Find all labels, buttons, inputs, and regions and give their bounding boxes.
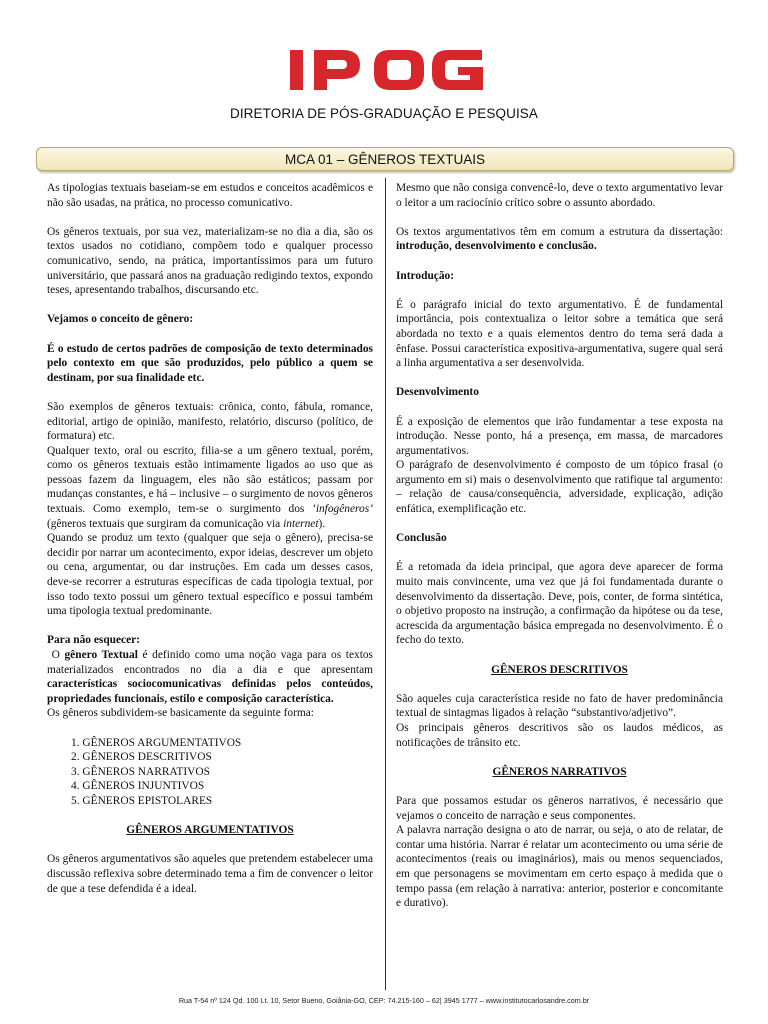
list-item: 5. GÊNEROS EPISTOLARES [71, 794, 213, 807]
paragraph: O parágrafo de desenvolvimento é composto de um tópico frasal (o argumento em si) mais o desenvolvimento que ratifique tal argumento: – relação de causa/consequência, adversidade, explicação, adição enfática, exemplificação etc. [396, 459, 723, 516]
section-heading-narrativos: GÊNEROS NARRATIVOS [492, 765, 627, 778]
list-item: 3. GÊNEROS NARRATIVOS [71, 765, 210, 778]
ipog-logo [288, 48, 484, 92]
column-divider [385, 178, 386, 990]
paragraph [396, 225, 723, 254]
remember-heading: Para não esquecer: [47, 634, 140, 647]
paragraph: É a retomada da ideia principal, que agora deve aparecer de forma muito mais convincente, uma vez que já foi fundamentada durante o desenvolvimento da dissertação. Deve, pois, conter, de forma sintética, o objetivo proposto na instrução, a confirmação da hipótese ou da tese, acrescida da argumentação básica empregada no desenvolvimento. É o fecho do texto. [396, 561, 723, 647]
paragraph: Mesmo que não consiga convencê-lo, deve o texto argumentativo levar o leitor a um raciocínio crítico sobre o assunto abordado. [396, 182, 723, 209]
paragraph: Os gêneros textuais, por sua vez, materializam-se no dia a dia, são os textos usados no cotidiano, compõem todo e qualquer processo comunicativo, sendo, na prática, importantíssimos para um futuro universitário, que passará anos na graduação redigindo textos, expondo teses, apresentando trabalhos, discursando etc. [47, 225, 373, 297]
paragraph: As tipologias textuais baseiam-se em estudos e conceitos acadêmicos e não são usadas, na prática, no processo comunicativo. [47, 182, 373, 209]
right-column [396, 181, 723, 911]
section-heading-descritivos: GÊNEROS DESCRITIVOS [491, 663, 628, 676]
document-title-box [36, 147, 734, 171]
paragraph: A palavra narração designa o ato de narrar, ou seja, o ato de relatar, de contar uma história. Narrar é relatar um acontecimento ou uma série de acontecimentos (reais ou imaginários), mais ou menos sequenciados, em que personagens se movimentam em certo espaço à medida que o tempo passa (em relação à narrativa: anterior, posterior e concomitante e durativo). [396, 824, 723, 910]
paragraph: São exemplos de gêneros textuais: crônica, conto, fábula, romance, editorial, artigo de opinião, manifesto, relatório, discurso (político, de formatura) etc. [47, 400, 373, 443]
text: é definido como uma noção vaga para os textos materializados encontrados no dia a dia e que apresentam [47, 649, 373, 676]
paragraph: Os gêneros argumentativos são aqueles que pretendem estabelecer uma discussão reflexiva sobre determinado tema a fim de convencer o leitor de que a tese defendida é a ideal. [47, 853, 373, 895]
concept-heading: Vejamos o conceito de gênero: [47, 313, 194, 326]
paragraph: Os principais gêneros descritivos são os laudos médicos, as notificações de trânsito etc. [396, 721, 723, 749]
text: (gêneros textuais que surgiram da comunicação via [47, 517, 281, 530]
paragraph: É o parágrafo inicial do texto argumentativo. É de fundamental importância, pois contextualiza o leitor sobre a temática que será abordada no texto e a quais elementos dentro do tema será dada a ênfase. Possui característica expositiva-argumentativa, sugere qual será a linha argumentativa a ser desenvolvida. [396, 298, 723, 370]
paragraph: É a exposição de elementos que irão fundamentar a tese exposta na introdução. Nesse ponto, há a presença, em massa, de marcadores argumentativos. [396, 415, 723, 457]
text-italic: ‘infogêneros’ [312, 503, 373, 516]
text-bold: características sociocomunicativas definidas pelos conteúdos, propriedades funcionais, estilo e composição característica. [47, 678, 373, 705]
paragraph [47, 444, 373, 532]
section-heading-conclusao: Conclusão [396, 532, 447, 545]
paragraph: São aqueles cuja característica reside no fato de haver predominância textual de sintagmas ligados à relação “substantivo/adjetivo”. [396, 692, 723, 720]
paragraph: Para que possamos estudar os gêneros narrativos, é necessário que vejamos o conceito de narração e seus componentes. [396, 794, 723, 822]
document-title: MCA 01 – GÊNEROS TEXTUAIS [284, 151, 486, 167]
text-italic: internet [283, 517, 319, 530]
text: O [51, 649, 60, 661]
text: Os textos argumentativos têm em comum a estrutura da dissertação: [396, 225, 723, 238]
paragraph [47, 648, 373, 706]
paragraph: Quando se produz um texto (qualquer que seja o gênero), precisa-se decidir por narrar um acontecimento, expor ideias, descrever um objeto ou cena, argumentar, ou dar instruções. Em cada um desses casos, deve-se recorrer a estruturas específicas de cada tipologia textual, por isso todo texto possui um gênero textual específico e possui também uma tipologia textual predominante. [47, 532, 373, 618]
section-heading-introducao: Introdução: [396, 269, 455, 282]
directorate-heading: DIRETORIA DE PÓS-GRADUAÇÃO E PESQUISA [229, 106, 539, 121]
concept-definition: É o estudo de certos padrões de composição de texto determinados pelo contexto em que são produzidos, pelo público a quem se destinam, por sua finalidade etc. [47, 342, 373, 384]
text: ). [318, 517, 326, 530]
paragraph: Os gêneros subdividem-se basicamente da seguinte forma: [47, 707, 314, 720]
list-item: 4. GÊNEROS INJUNTIVOS [71, 780, 205, 793]
text: Qualquer texto, oral ou escrito, filia-se a um gênero textual, porém, como os gêneros textuais estão intimamente ligados ao uso que as pessoas fazem da linguagem, eles não são estáticos; passam por mudanças constantes, e há – inclusive – o surgimento de novos gêneros textuais. Como exemplo, tem-se o surgimento dos [47, 444, 373, 516]
footer-address: Rua T-54 nº 124 Qd. 100 Lt. 10, Setor Bueno, Goiânia-GO, CEP: 74.215-160 – 62| 3945 1777 – www.institutocarlosandre.com.br [178, 996, 590, 1005]
list-item: 2. GÊNEROS DESCRITIVOS [71, 751, 212, 764]
text-bold: introdução, desenvolvimento e conclusão. [396, 240, 597, 253]
text-bold: gênero Textual [64, 649, 138, 661]
list-item: 1. GÊNEROS ARGUMENTATIVOS [71, 736, 242, 749]
genres-list [71, 736, 373, 809]
section-heading-desenvolvimento: Desenvolvimento [396, 386, 479, 399]
section-heading-argumentativos: GÊNEROS ARGUMENTATIVOS [126, 824, 294, 837]
left-column [47, 181, 373, 896]
